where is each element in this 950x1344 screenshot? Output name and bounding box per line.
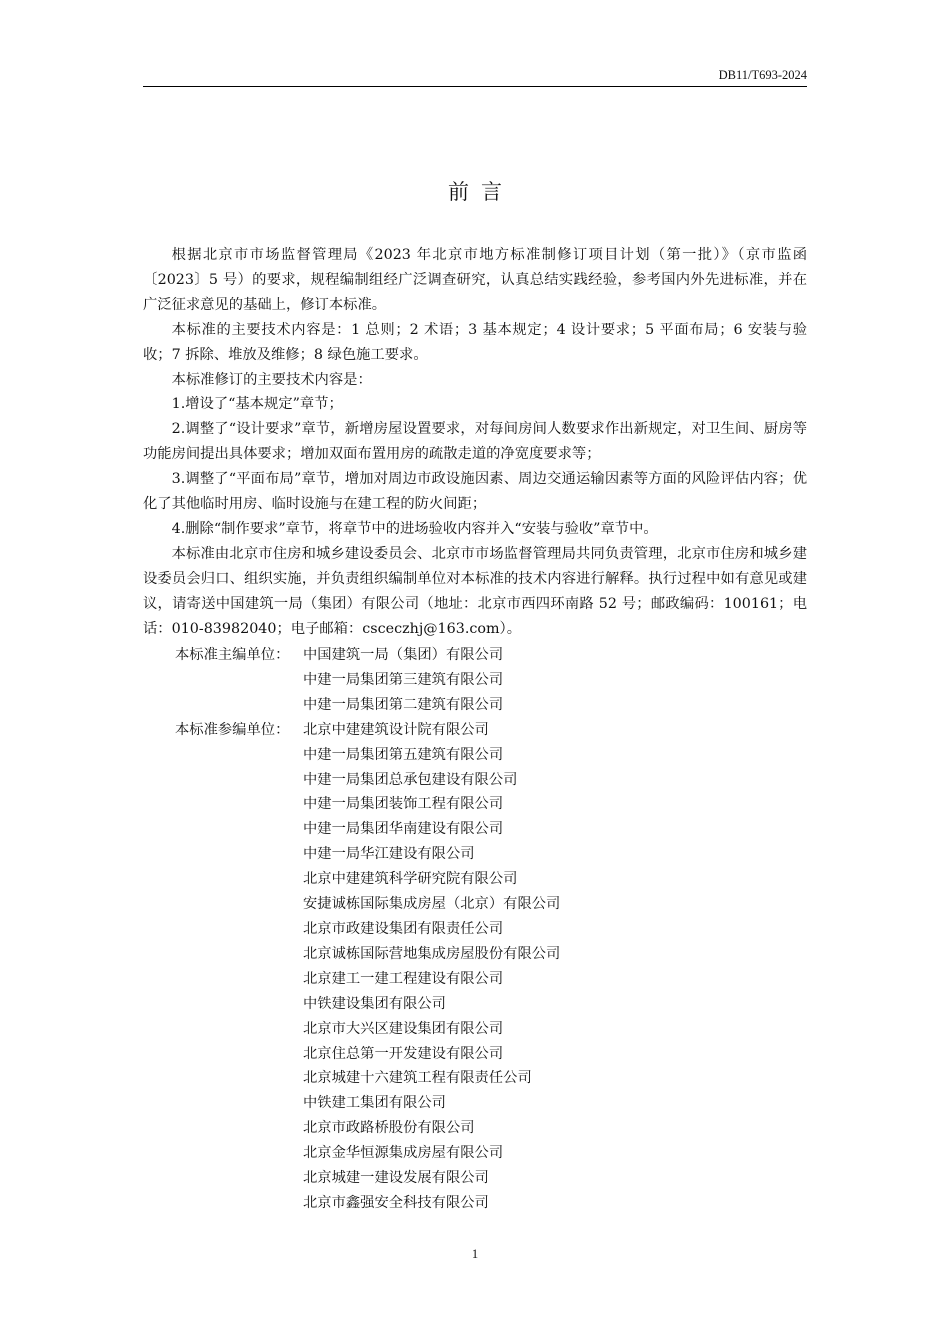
page-title: 前言 (448, 180, 514, 204)
list-item: 中建一局集团第五建筑有限公司 (303, 746, 504, 763)
participating-units (175, 718, 807, 1216)
paragraph: 本标准修订的主要技术内容是： (171, 371, 372, 388)
list-item: 北京市鑫强安全科技有限公司 (303, 1194, 489, 1211)
page-number: 1 (471, 1247, 479, 1261)
list-item: 北京住总第一开发建设有限公司 (303, 1045, 504, 1062)
list-item: 中建一局华江建设有限公司 (303, 846, 475, 863)
paragraph: 本标准的主要技术内容是：1 总则；2 术语；3 基本规定；4 设计要求；5 平面布局；6 安装与验收；7 拆除、堆放及维修；8 绿色施工要求。 (143, 321, 807, 363)
list-item: 中铁建工集团有限公司 (303, 1095, 446, 1112)
list-item: 中建一局集团总承包建设有限公司 (303, 771, 518, 788)
list-item: 北京建工一建工程建设有限公司 (303, 970, 504, 987)
list-item: 北京市政建设集团有限责任公司 (303, 920, 504, 937)
list-item: 中建一局集团第二建筑有限公司 (303, 696, 504, 713)
document-code: DB11/T693-2024 (718, 68, 807, 82)
list-item: 中铁建设集团有限公司 (303, 995, 446, 1012)
chief-units (175, 643, 807, 718)
list-item: 中建一局集团装饰工程有限公司 (303, 796, 504, 813)
chief-units-label: 本标准主编单位： (175, 647, 290, 663)
paragraph: 根据北京市市场监督管理局《2023 年北京市地方标准制修订项目计划（第一批）》（京市监函〔2023〕5 号）的要求，规程编制组经广泛调查研究，认真总结实践经验，参考国内外先进标准，并在广泛征求意见的基础上，修订本标准。 (143, 247, 807, 313)
list-item: 北京市大兴区建设集团有限公司 (303, 1020, 504, 1037)
header-rule (143, 86, 807, 87)
chief-units-list (303, 643, 503, 718)
list-item: 安捷诚栋国际集成房屋（北京）有限公司 (303, 896, 561, 913)
list-item: 北京城建一建设发展有限公司 (303, 1170, 489, 1187)
paragraph: 本标准由北京市住房和城乡建设委员会、北京市市场监督管理局共同负责管理，北京市住房和城乡建设委员会归口、组织实施，并负责组织编制单位对本标准的技术内容进行解释。执行过程中如有意见或建议，请寄送中国建筑一局（集团）有限公司（地址：北京市西四环南路 52 号；邮政编码：100161；电话：010-83982040；电子邮箱：csceczhj@163.com）。 (143, 545, 807, 637)
paragraph: 4.删除“制作要求”章节，将章节中的进场验收内容并入“安装与验收”章节中。 (171, 520, 658, 537)
list-item: 北京中建建筑科学研究院有限公司 (303, 871, 518, 888)
list-item: 北京诚栋国际营地集成房屋股份有限公司 (303, 945, 561, 962)
participating-units-label: 本标准参编单位： (175, 721, 290, 738)
foreword-body (143, 243, 807, 642)
paragraph: 2.调整了“设计要求”章节，新增房屋设置要求，对每间房间人数要求作出新规定，对卫生间、厨房等功能房间提出具体要求；增加双面布置用房的疏散走道的净宽度要求等； (143, 421, 807, 463)
list-item: 中国建筑一局（集团）有限公司 (303, 647, 504, 663)
list-item: 北京城建十六建筑工程有限责任公司 (303, 1070, 532, 1087)
list-item: 北京市政路桥股份有限公司 (303, 1120, 475, 1137)
paragraph: 3.调整了“平面布局”章节，增加对周边市政设施因素、周边交通运输因素等方面的风险评估内容；优化了其他临时用房、临时设施与在建工程的防火间距； (143, 471, 807, 513)
participating-units-list (303, 718, 560, 1216)
paragraph: 1.增设了“基本规定”章节； (171, 396, 343, 413)
list-item: 中建一局集团华南建设有限公司 (303, 821, 504, 838)
list-item: 中建一局集团第三建筑有限公司 (303, 671, 504, 688)
list-item: 北京金华恒源集成房屋有限公司 (303, 1145, 504, 1162)
list-item: 北京中建建筑设计院有限公司 (303, 721, 489, 738)
drafting-units (175, 643, 807, 1216)
